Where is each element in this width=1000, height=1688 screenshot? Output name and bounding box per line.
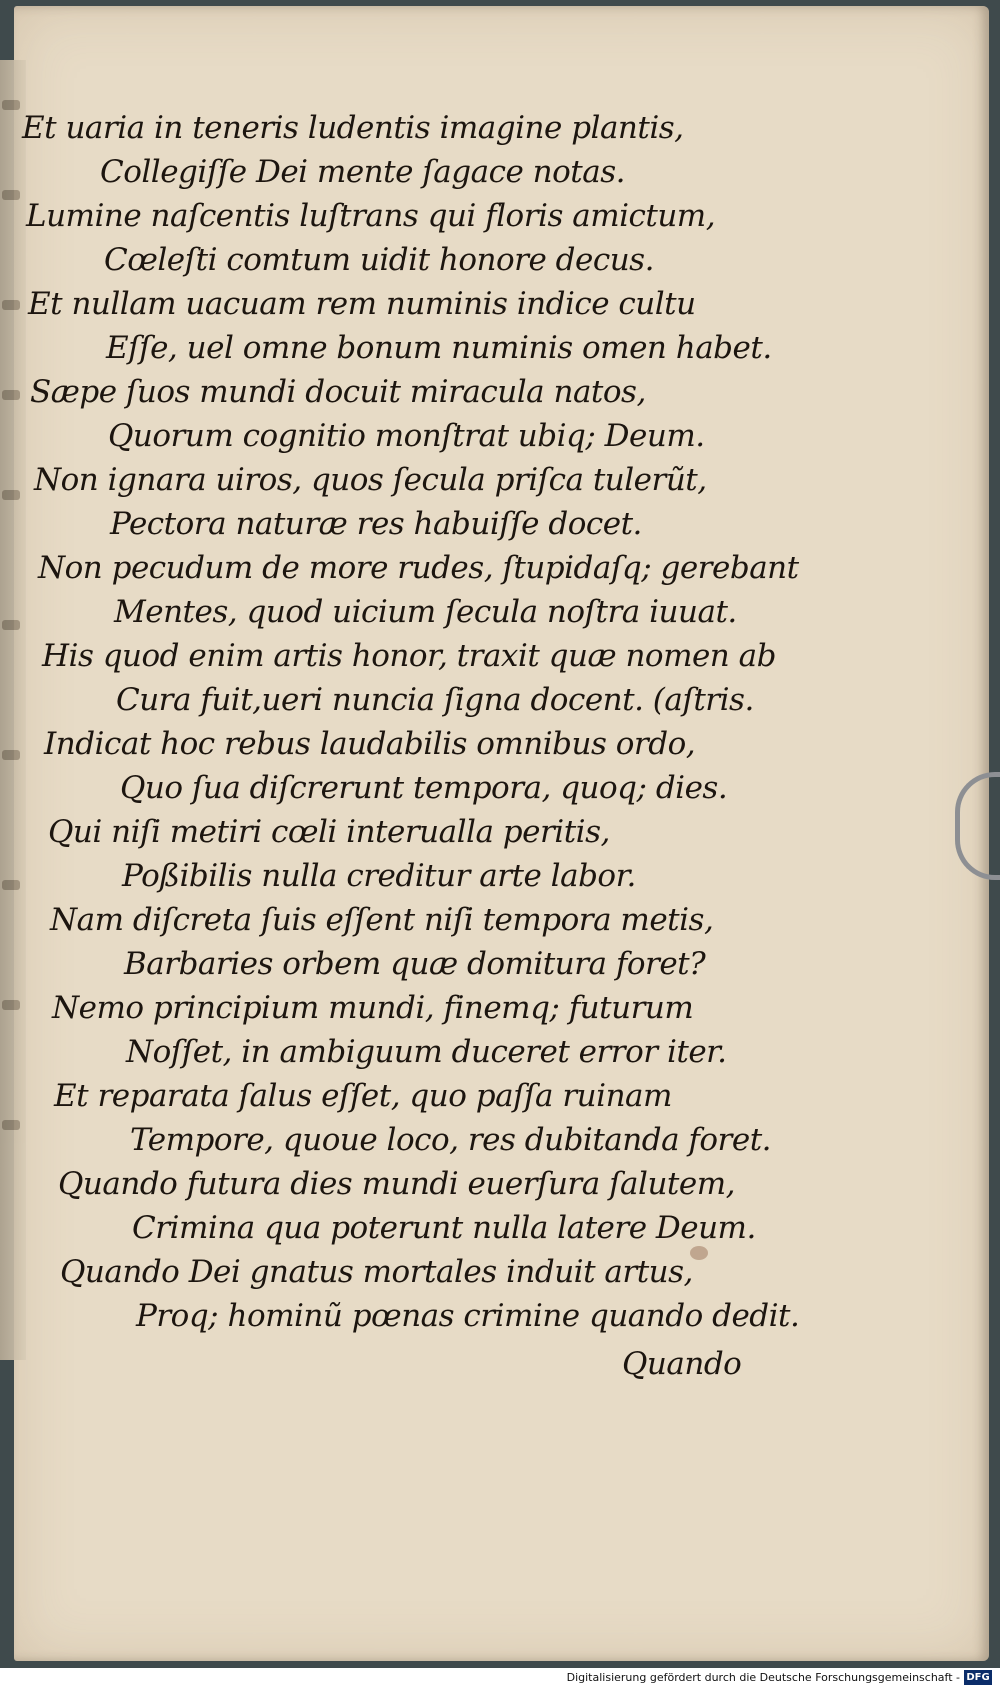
- verse-line: Et reparata ſalus eſſet, quo paſſa ruinam: [54, 1078, 672, 1114]
- bleed-mark: [2, 1120, 20, 1130]
- verse-line: Quo ſua diſcrerunt tempora, quoq; dies.: [120, 770, 728, 806]
- verse-line: Sæpe ſuos mundi docuit miracula natos,: [30, 374, 646, 410]
- bleed-mark: [2, 390, 20, 400]
- verse-line: Cœleſti comtum uidit honore decus.: [104, 242, 654, 278]
- verse-line: Tempore, quoue loco, res dubitanda foret.: [130, 1122, 772, 1158]
- verse-line: Quorum cognitio monſtrat ubiq; Deum.: [108, 418, 705, 454]
- footer-credit: Digitalisierung gefördert durch die Deutsche Forschungsgemeinschaft -: [566, 1671, 960, 1684]
- verse-line: His quod enim artis honor, traxit quæ nomen ab: [42, 638, 776, 674]
- verse-line: Collegiſſe Dei mente ſagace notas.: [100, 154, 625, 190]
- verse-line: Quando futura dies mundi euerſura ſalutem,: [58, 1166, 735, 1202]
- verse-line: Barbaries orbem quæ domitura foret?: [124, 946, 706, 982]
- bleed-mark: [2, 490, 20, 500]
- verse-line: Crimina qua poterunt nulla latere Deum.: [132, 1210, 756, 1246]
- catchword: Quando: [622, 1346, 742, 1382]
- verse-line: Et uaria in teneris ludentis imagine plantis,: [22, 110, 684, 146]
- verse-line: Poßibilis nulla creditur arte labor.: [122, 858, 636, 894]
- bleed-mark: [2, 620, 20, 630]
- bleed-mark: [2, 190, 20, 200]
- verse-line: Proq; hominũ pœnas crimine quando dedit.: [136, 1298, 800, 1334]
- verse-line: Lumine naſcentis luſtrans qui floris amictum,: [26, 198, 716, 234]
- facing-page-edge: [0, 60, 26, 1360]
- bleed-mark: [2, 100, 20, 110]
- verse-line: Qui niſi metiri cœli interualla peritis,: [48, 814, 610, 850]
- verse-line: Cura fuit,ueri nuncia ſigna docent. (aſtris.: [116, 682, 754, 718]
- bleed-mark: [2, 300, 20, 310]
- verse-line: Noſſet, in ambiguum duceret error iter.: [126, 1034, 727, 1070]
- verse-line: Eſſe, uel omne bonum numinis omen habet.: [106, 330, 772, 366]
- verse-line: Et nullam uacuam rem numinis indice cultu: [28, 286, 696, 322]
- verse-line: Mentes, quod uicium ſecula noſtra iuuat.: [114, 594, 737, 630]
- verse-line: Non pecudum de more rudes, ſtupidaſq; gerebant: [38, 550, 799, 586]
- bleed-mark: [2, 750, 20, 760]
- digitization-footer: [0, 1668, 1000, 1688]
- verse-line: Nemo principium mundi, finemq; futurum: [52, 990, 694, 1026]
- verse-line: Quando Dei gnatus mortales induit artus,: [60, 1254, 693, 1290]
- verse-line: Pectora naturæ res habuiſſe docet.: [110, 506, 642, 542]
- dfg-logo-icon: DFG: [964, 1670, 992, 1685]
- verse-line: Nam diſcreta ſuis eſſent niſi tempora metis,: [50, 902, 714, 938]
- bleed-mark: [2, 1000, 20, 1010]
- verse-line: Non ignara uiros, quos ſecula priſca tulerũt,: [34, 462, 707, 498]
- verse-line: Indicat hoc rebus laudabilis omnibus ordo,: [44, 726, 696, 762]
- bleed-mark: [2, 880, 20, 890]
